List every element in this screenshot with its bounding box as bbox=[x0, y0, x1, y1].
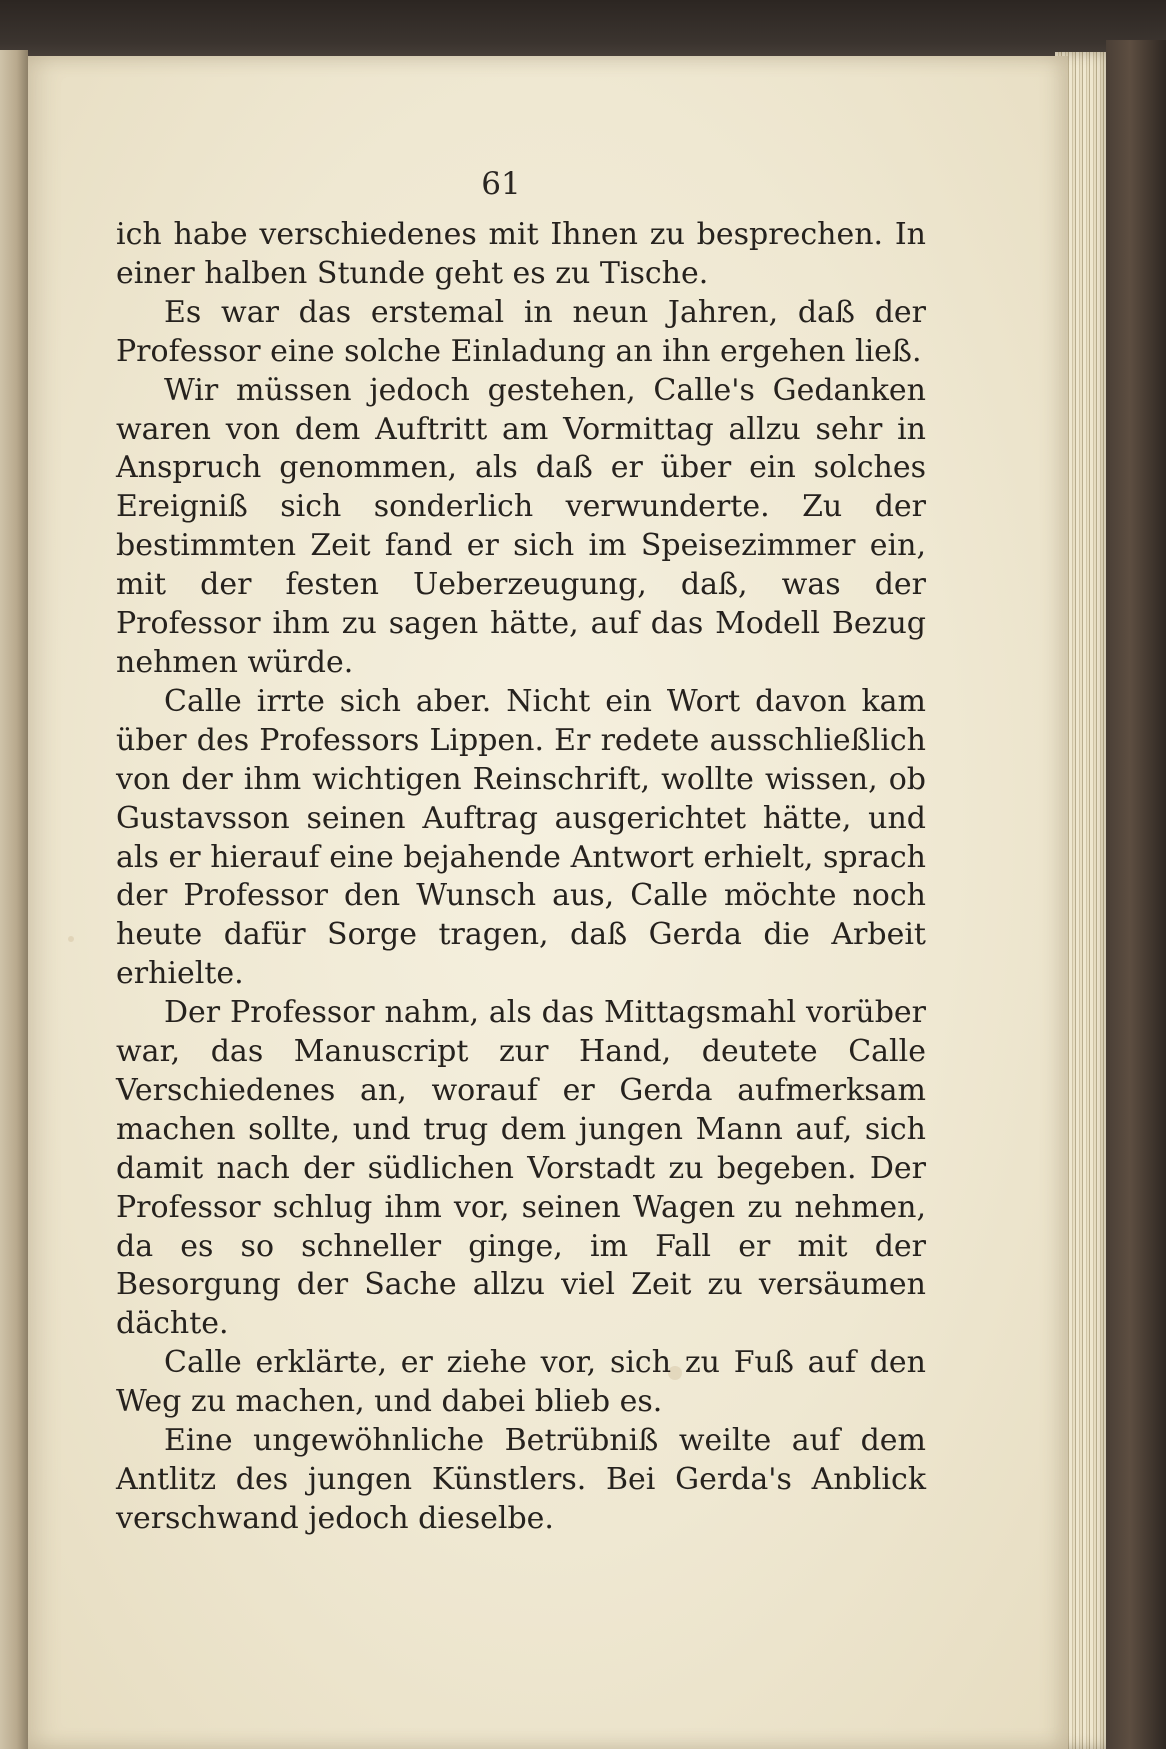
book-cover-top bbox=[0, 0, 1166, 62]
book-page bbox=[28, 56, 1068, 1749]
paragraph: Calle irrte sich aber. Nicht ein Wort davon kam über des Professors Lippen. Er redete ausschließlich von der ihm wichtigen Reinschrift, wollte wissen, ob Gustavsson seinen Auftrag ausgerichtet hätte, und als er hierauf eine bejahende Antwort erhielt, sprach der Professor den Wunsch aus, Calle möchte noch heute dafür Sorge tragen, daß Gerda die Arbeit erhielte. bbox=[116, 683, 926, 992]
paragraph: Der Professor nahm, als das Mittagsmahl vorüber war, das Manuscript zur Hand, deutete Calle Verschiedenes an, worauf er Gerda aufmerksam machen sollte, und trug dem jungen Mann auf, sich damit nach der südlichen Vorstadt zu begeben. Der Professor schlug ihm vor, seinen Wagen zu nehmen, da es so schneller ginge, im Fall er mit der Besorgung der Sache allzu viel Zeit zu versäumen dächte. bbox=[116, 995, 926, 1342]
body-text bbox=[116, 216, 926, 1539]
page-number: 61 bbox=[481, 166, 521, 202]
paragraph: Wir müssen jedoch gestehen, Calle's Gedanken waren von dem Auftritt am Vormittag allzu sehr in Anspruch genommen, als daß er über ein solches Ereigniß sich sonderlich verwunderte. Zu der bestimmten Zeit fand er sich im Speisezimmer ein, mit der festen Ueberzeugung, daß, was der Professor ihm zu sagen hätte, auf das Modell Bezug nehmen würde. bbox=[116, 372, 926, 680]
paper-stain bbox=[68, 936, 74, 942]
paragraph: Es war das erstemal in neun Jahren, daß der Professor eine solche Einladung an ihn ergehen ließ. bbox=[116, 294, 926, 369]
paragraph: Calle erklärte, er ziehe vor, sich zu Fuß auf den Weg zu machen, und dabei blieb es. bbox=[116, 1345, 926, 1420]
paragraph: Eine ungewöhnliche Betrübniß weilte auf dem Antlitz des jungen Künstlers. Bei Gerda's Anblick verschwand jedoch dieselbe. bbox=[116, 1423, 926, 1536]
book-cover-right-edge bbox=[1106, 40, 1166, 1749]
paragraph: ich habe verschiedenes mit Ihnen zu besprechen. In einer halben Stunde geht es zu Tische. bbox=[116, 217, 926, 291]
book-cover-left-edge bbox=[0, 50, 28, 1749]
